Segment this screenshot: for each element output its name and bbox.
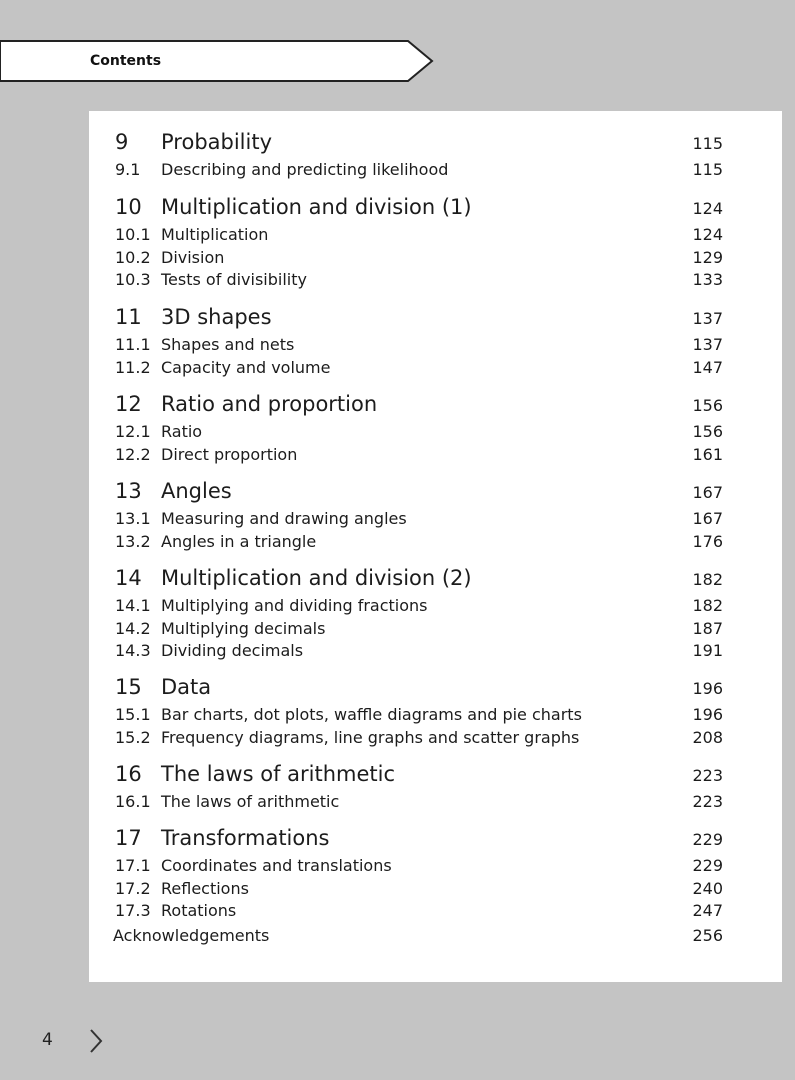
section-number: 9.1 bbox=[115, 160, 141, 179]
chapter-title: Data bbox=[161, 675, 212, 699]
section-entry[interactable] bbox=[89, 269, 782, 291]
section-page: 147 bbox=[692, 357, 723, 377]
section-number: 14.2 bbox=[115, 618, 151, 638]
section-number: 13.2 bbox=[115, 531, 151, 551]
section-number: 12.1 bbox=[115, 422, 151, 441]
chapter-number: 16 bbox=[115, 762, 142, 786]
chevron-right-icon[interactable] bbox=[88, 1028, 104, 1054]
section-page: 196 bbox=[692, 705, 723, 724]
section-number: 13.1 bbox=[115, 509, 151, 528]
section-page: 187 bbox=[692, 618, 723, 638]
section-entry[interactable] bbox=[89, 704, 782, 726]
acknowledgements-page: 256 bbox=[692, 926, 723, 945]
section-entry[interactable] bbox=[89, 247, 782, 269]
chapter-number: 13 bbox=[115, 479, 142, 503]
section-page: 115 bbox=[692, 160, 723, 179]
section-title: Tests of divisibility bbox=[161, 270, 307, 289]
chapter-number: 17 bbox=[115, 826, 142, 850]
section-page: 191 bbox=[692, 641, 723, 660]
section-title: Shapes and nets bbox=[161, 335, 295, 354]
chapter-heading[interactable] bbox=[89, 672, 782, 702]
section-page: 247 bbox=[692, 901, 723, 920]
section-title: Rotations bbox=[161, 901, 237, 920]
header-tab-shape bbox=[0, 40, 434, 82]
section-title: Multiplying decimals bbox=[161, 618, 326, 638]
page-number: 4 bbox=[42, 1030, 53, 1050]
section-entry[interactable] bbox=[89, 159, 782, 181]
section-title: Angles in a triangle bbox=[161, 531, 317, 551]
section-page: 161 bbox=[692, 444, 723, 464]
chapter-page: 182 bbox=[692, 570, 723, 589]
section-number: 16.1 bbox=[115, 792, 151, 811]
chapter-number: 12 bbox=[115, 392, 142, 416]
section-number: 14.1 bbox=[115, 596, 151, 615]
section-number: 17.2 bbox=[115, 878, 151, 898]
chapter-title: Ratio and proportion bbox=[161, 392, 378, 416]
section-title: Capacity and volume bbox=[161, 357, 331, 377]
section-title: Describing and predicting likelihood bbox=[161, 160, 449, 179]
chapter-page: 156 bbox=[692, 396, 723, 415]
section-number: 17.3 bbox=[115, 901, 151, 920]
section-entry[interactable] bbox=[89, 334, 782, 356]
section-entry[interactable] bbox=[89, 444, 782, 466]
section-number: 12.2 bbox=[115, 444, 151, 464]
chapter-title: 3D shapes bbox=[161, 305, 272, 329]
section-number: 11.1 bbox=[115, 335, 151, 354]
section-number: 10.3 bbox=[115, 270, 151, 289]
section-page: 124 bbox=[692, 225, 723, 244]
section-title: Direct proportion bbox=[161, 444, 298, 464]
chapter-page: 196 bbox=[692, 679, 723, 698]
chapter-title: Probability bbox=[161, 130, 273, 154]
chapter-title: The laws of arithmetic bbox=[161, 762, 396, 786]
section-page: 133 bbox=[692, 270, 723, 289]
section-title: The laws of arithmetic bbox=[161, 792, 340, 811]
chapter-heading[interactable] bbox=[89, 823, 782, 853]
chapter-heading[interactable] bbox=[89, 476, 782, 506]
chapter-number: 14 bbox=[115, 566, 142, 590]
chapter-heading[interactable] bbox=[89, 302, 782, 332]
section-entry[interactable] bbox=[89, 357, 782, 379]
chapter-page: 223 bbox=[692, 766, 723, 785]
chapter-page: 137 bbox=[692, 309, 723, 328]
section-entry[interactable] bbox=[89, 595, 782, 617]
section-number: 17.1 bbox=[115, 856, 151, 875]
section-page: 129 bbox=[692, 247, 723, 267]
section-entry[interactable] bbox=[89, 224, 782, 246]
section-entry[interactable] bbox=[89, 618, 782, 640]
chapter-heading[interactable] bbox=[89, 127, 782, 157]
chapter-page: 124 bbox=[692, 199, 723, 218]
section-page: 208 bbox=[692, 727, 723, 747]
section-title: Multiplication bbox=[161, 225, 269, 244]
chapter-number: 15 bbox=[115, 675, 142, 699]
section-page: 229 bbox=[692, 856, 723, 875]
section-number: 15.1 bbox=[115, 705, 151, 724]
section-title: Coordinates and translations bbox=[161, 856, 392, 875]
contents-panel bbox=[89, 111, 782, 982]
chapter-title: Angles bbox=[161, 479, 232, 503]
section-entry[interactable] bbox=[89, 900, 782, 922]
section-title: Reflections bbox=[161, 878, 249, 898]
section-page: 176 bbox=[692, 531, 723, 551]
section-title: Dividing decimals bbox=[161, 641, 304, 660]
chapter-number: 11 bbox=[115, 305, 142, 329]
section-entry[interactable] bbox=[89, 508, 782, 530]
chapter-page: 229 bbox=[692, 830, 723, 849]
section-title: Division bbox=[161, 247, 225, 267]
section-number: 10.1 bbox=[115, 225, 151, 244]
chapter-number: 10 bbox=[115, 195, 142, 219]
section-title: Bar charts, dot plots, waffle diagrams and pie charts bbox=[161, 705, 582, 724]
section-page: 182 bbox=[692, 596, 723, 615]
chapter-heading[interactable] bbox=[89, 389, 782, 419]
section-page: 167 bbox=[692, 509, 723, 528]
section-title: Ratio bbox=[161, 422, 203, 441]
chapter-heading[interactable] bbox=[89, 759, 782, 789]
section-entry[interactable] bbox=[89, 727, 782, 749]
chapter-page: 115 bbox=[692, 134, 723, 153]
section-number: 10.2 bbox=[115, 247, 151, 267]
section-page: 137 bbox=[692, 335, 723, 354]
section-entry[interactable] bbox=[89, 855, 782, 877]
section-title: Measuring and drawing angles bbox=[161, 509, 407, 528]
section-page: 156 bbox=[692, 422, 723, 441]
section-title: Frequency diagrams, line graphs and scatter graphs bbox=[161, 727, 580, 747]
section-entry[interactable] bbox=[89, 421, 782, 443]
chapter-heading[interactable] bbox=[89, 192, 782, 222]
section-title: Multiplying and dividing fractions bbox=[161, 596, 428, 615]
section-number: 15.2 bbox=[115, 727, 151, 747]
header-tab-label: Contents bbox=[90, 53, 162, 69]
chapter-number: 9 bbox=[115, 130, 129, 154]
section-number: 14.3 bbox=[115, 641, 151, 660]
section-entry[interactable] bbox=[89, 878, 782, 900]
chapter-title: Multiplication and division (1) bbox=[161, 195, 472, 219]
acknowledgements-title: Acknowledgements bbox=[113, 926, 270, 945]
section-entry[interactable] bbox=[89, 791, 782, 813]
section-page: 240 bbox=[692, 878, 723, 898]
section-entry[interactable] bbox=[89, 531, 782, 553]
chapter-heading[interactable] bbox=[89, 563, 782, 593]
chapter-title: Transformations bbox=[161, 826, 330, 850]
section-number: 11.2 bbox=[115, 357, 151, 377]
chapter-title: Multiplication and division (2) bbox=[161, 566, 472, 590]
header-tab bbox=[0, 40, 434, 82]
chapter-page: 167 bbox=[692, 483, 723, 502]
acknowledgements-entry[interactable] bbox=[89, 925, 782, 947]
section-page: 223 bbox=[692, 792, 723, 811]
section-entry[interactable] bbox=[89, 640, 782, 662]
